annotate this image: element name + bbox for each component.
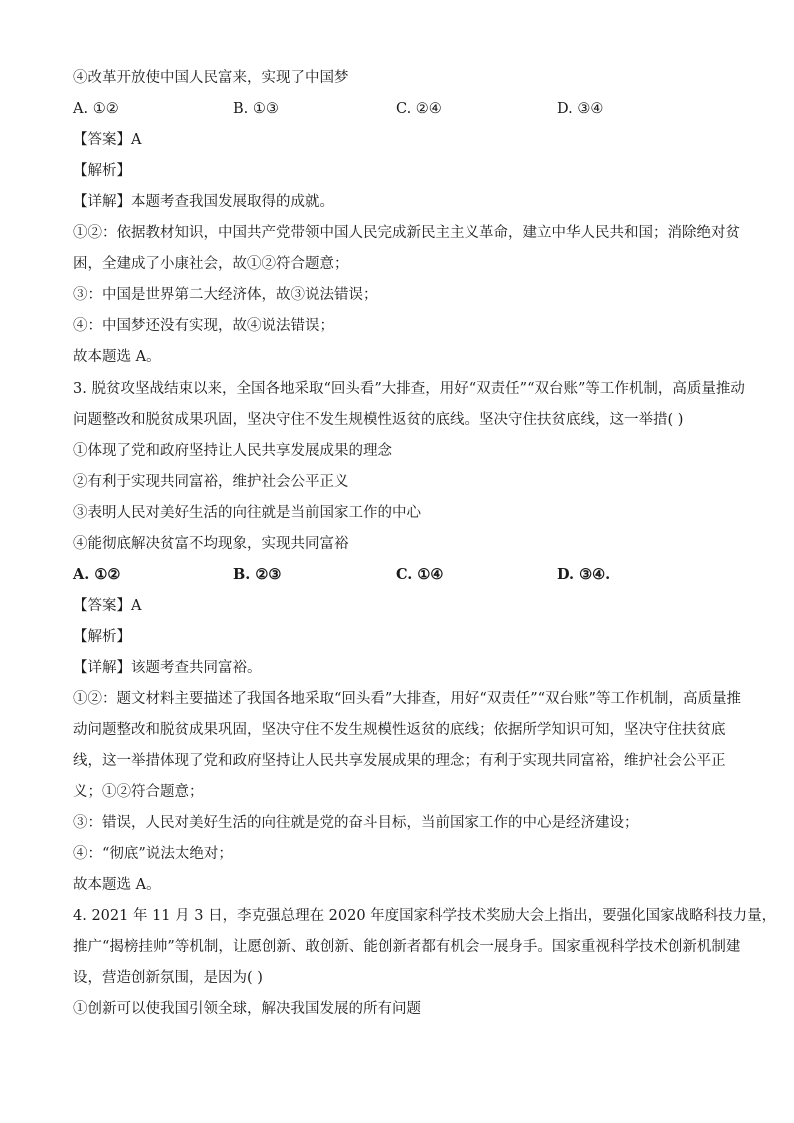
q2-answer: 【答案】A [73, 132, 142, 148]
q2-choice-a: A. ①② [73, 101, 119, 117]
q3-stem-line1: 3. 脱贫攻坚战结束以来，全国各地采取“回头看”大排查，用好“双责任”“双台账”等工作机制，高质量推动 [73, 381, 745, 397]
q2-option-4: ④改革开放使中国人民富来，实现了中国梦 [73, 70, 349, 86]
q4-stem-line2: 推广“揭榜挂帅”等机制，让愿创新、敢创新、能创新者都有机会一展身手。国家重视科学技术创新机制建 [73, 939, 741, 955]
q3-choice-b: B. ②③ [233, 566, 282, 583]
q3-explain-12-line1: ①②：题文材料主要描述了我国各地采取“回头看”大排查，用好“双责任”“双台账”等工作机制，高质量推 [73, 691, 741, 707]
q3-answer: 【答案】A [73, 598, 142, 614]
q3-option-4: ④能彻底解决贫富不均现象，实现共同富裕 [73, 536, 349, 552]
q3-option-3: ③表明人民对美好生活的向往就是当前国家工作的中心 [73, 505, 421, 521]
q2-choice-c: C. ②④ [396, 101, 442, 117]
q2-choice-b: B. ①③ [233, 101, 279, 117]
q3-choice-a: A. ①② [73, 566, 121, 583]
q3-explain-12-line3: 线，这一举措体现了党和政府坚持让人民共享发展成果的理念；有利于实现共同富裕，维护社会公平正 [73, 753, 726, 769]
q2-conclusion: 故本题选 A。 [73, 349, 161, 365]
q4-stem-line1: 4. 2021 年 11 月 3 日，李克强总理在 2020 年度国家科学技术奖励大会上指出，要强化国家战略科技力量， [73, 908, 777, 924]
q2-explain-4: ④：中国梦还没有实现，故④说法错误； [73, 318, 334, 334]
q3-option-1: ①体现了党和政府坚持让人民共享发展成果的理念 [73, 443, 392, 459]
q3-detail: 【详解】该题考查共同富裕。 [73, 660, 262, 676]
q3-analysis-label: 【解析】 [73, 629, 131, 645]
q3-explain-4: ④：“彻底”说法太绝对； [73, 846, 233, 862]
q3-explain-3: ③：错误，人民对美好生活的向往就是党的奋斗目标，当前国家工作的中心是经济建设； [73, 815, 639, 831]
q2-explain-12-line2: 困，全建成了小康社会，故①②符合题意； [73, 256, 349, 272]
q2-explain-12-line1: ①②：依据教材知识，中国共产党带领中国人民完成新民主主义革命，建立中华人民共和国；消除绝对贫 [73, 225, 740, 241]
q3-option-2: ②有利于实现共同富裕，维护社会公平正义 [73, 474, 349, 490]
q4-option-1: ①创新可以使我国引领全球，解决我国发展的所有问题 [73, 1001, 421, 1017]
q2-detail: 【详解】本题考查我国发展取得的成就。 [73, 194, 334, 210]
q3-conclusion: 故本题选 A。 [73, 877, 161, 893]
q2-explain-3: ③：中国是世界第二大经济体，故③说法错误； [73, 287, 378, 303]
q2-analysis-label: 【解析】 [73, 163, 131, 179]
q3-explain-12-line4: 义；①②符合题意； [73, 784, 204, 800]
q2-choice-d: D. ③④ [557, 101, 604, 117]
q4-stem-line3: 设，营造创新氛围，是因为( ) [73, 970, 263, 986]
q3-choice-c: C. ①④ [396, 566, 444, 583]
q3-choice-d: D. ③④. [557, 566, 611, 583]
q3-stem-line2: 问题整改和脱贫成果巩固，坚决守住不发生规模性返贫的底线。坚决守住扶贫底线，这一举措( ) [73, 412, 684, 428]
q3-explain-12-line2: 动问题整改和脱贫成果巩固，坚决守住不发生规模性返贫的底线；依据所学知识可知，坚决守住扶贫底 [73, 722, 726, 738]
